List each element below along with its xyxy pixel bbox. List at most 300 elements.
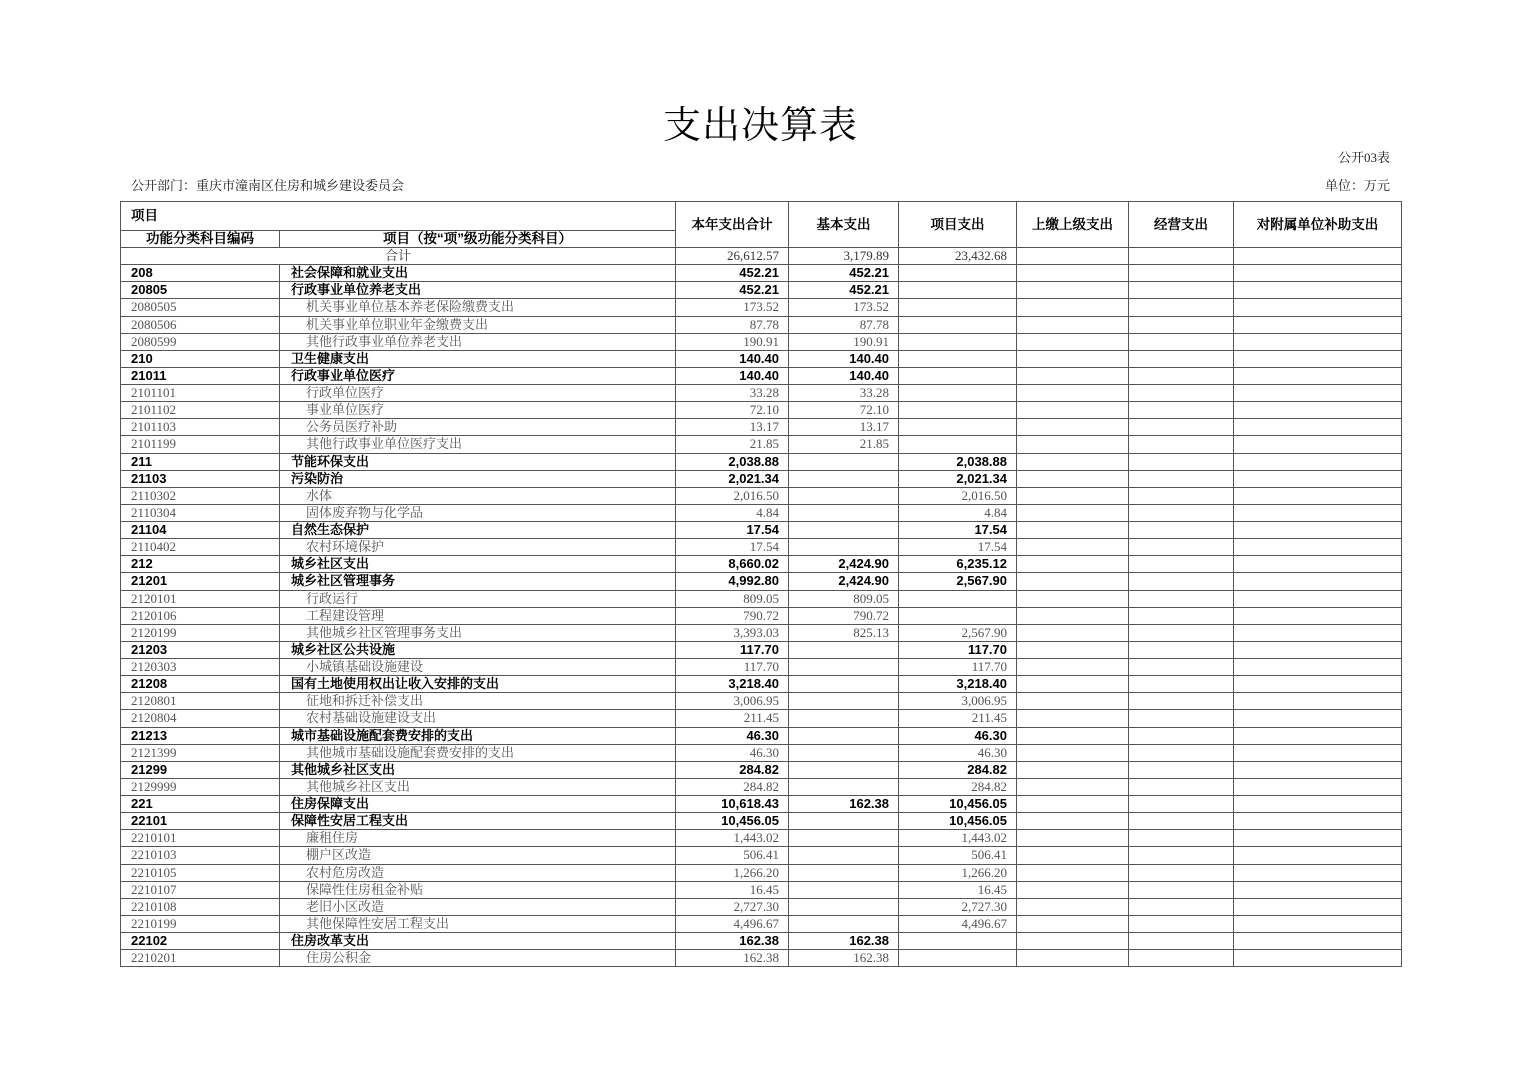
row-code: 2101103 bbox=[121, 419, 280, 436]
table-row bbox=[121, 693, 1402, 710]
row-value-remit-to-superior bbox=[1017, 933, 1129, 950]
row-value-subsidy-to-affiliates bbox=[1234, 796, 1402, 813]
table-row bbox=[121, 453, 1402, 470]
row-value-operating-expenditure bbox=[1129, 727, 1234, 744]
row-value-total-expenditure: 506.41 bbox=[676, 847, 789, 864]
row-value-operating-expenditure bbox=[1129, 419, 1234, 436]
row-name: 其他城乡社区管理事务支出 bbox=[280, 624, 676, 641]
row-name: 小城镇基础设施建设 bbox=[280, 659, 676, 676]
row-value-total-expenditure: 162.38 bbox=[676, 950, 789, 967]
row-code: 2120106 bbox=[121, 607, 280, 624]
row-value-project-expenditure bbox=[899, 419, 1017, 436]
row-value-remit-to-superior bbox=[1017, 539, 1129, 556]
row-name: 其他行政事业单位养老支出 bbox=[280, 333, 676, 350]
row-value-subsidy-to-affiliates bbox=[1234, 316, 1402, 333]
row-value-remit-to-superior bbox=[1017, 607, 1129, 624]
row-name: 棚户区改造 bbox=[280, 847, 676, 864]
row-value-operating-expenditure bbox=[1129, 778, 1234, 795]
row-code: 21104 bbox=[121, 522, 280, 539]
row-value-basic-expenditure bbox=[789, 813, 899, 830]
table-row bbox=[121, 624, 1402, 641]
row-value-project-expenditure: 17.54 bbox=[899, 522, 1017, 539]
row-value-remit-to-superior bbox=[1017, 367, 1129, 384]
row-value-total-expenditure: 284.82 bbox=[676, 778, 789, 795]
row-name: 行政事业单位养老支出 bbox=[280, 282, 676, 299]
row-value-operating-expenditure bbox=[1129, 590, 1234, 607]
row-code: 2120804 bbox=[121, 710, 280, 727]
row-code: 21213 bbox=[121, 727, 280, 744]
table-row bbox=[121, 830, 1402, 847]
row-value-total-expenditure: 46.30 bbox=[676, 727, 789, 744]
row-value-remit-to-superior bbox=[1017, 333, 1129, 350]
row-code: 2110402 bbox=[121, 539, 280, 556]
row-value-total-expenditure: 2,727.30 bbox=[676, 898, 789, 915]
row-name: 其他城乡社区支出 bbox=[280, 778, 676, 795]
row-value-remit-to-superior bbox=[1017, 898, 1129, 915]
row-value-basic-expenditure: 2,424.90 bbox=[789, 573, 899, 590]
table-row bbox=[121, 933, 1402, 950]
row-name: 住房保障支出 bbox=[280, 796, 676, 813]
row-value-operating-expenditure bbox=[1129, 282, 1234, 299]
row-value-operating-expenditure bbox=[1129, 796, 1234, 813]
row-value-total-expenditure: 17.54 bbox=[676, 522, 789, 539]
row-value-total-expenditure: 211.45 bbox=[676, 710, 789, 727]
row-value-operating-expenditure bbox=[1129, 504, 1234, 521]
table-row bbox=[121, 333, 1402, 350]
row-value-remit-to-superior bbox=[1017, 556, 1129, 573]
row-value-basic-expenditure bbox=[789, 504, 899, 521]
row-name: 行政单位医疗 bbox=[280, 385, 676, 402]
row-value-basic-expenditure bbox=[789, 539, 899, 556]
row-value-project-expenditure: 17.54 bbox=[899, 539, 1017, 556]
row-value-project-expenditure: 4.84 bbox=[899, 504, 1017, 521]
row-value-basic-expenditure: 452.21 bbox=[789, 282, 899, 299]
row-value-operating-expenditure bbox=[1129, 436, 1234, 453]
table-row bbox=[121, 556, 1402, 573]
row-code: 2210107 bbox=[121, 881, 280, 898]
row-value-subsidy-to-affiliates bbox=[1234, 333, 1402, 350]
row-value-basic-expenditure: 790.72 bbox=[789, 607, 899, 624]
row-value-basic-expenditure: 825.13 bbox=[789, 624, 899, 641]
row-value-subsidy-to-affiliates bbox=[1234, 282, 1402, 299]
row-value-operating-expenditure bbox=[1129, 385, 1234, 402]
row-value-total-expenditure: 190.91 bbox=[676, 333, 789, 350]
row-value-basic-expenditure bbox=[789, 693, 899, 710]
row-name: 节能环保支出 bbox=[280, 453, 676, 470]
row-value-remit-to-superior bbox=[1017, 659, 1129, 676]
row-value-remit-to-superior bbox=[1017, 641, 1129, 658]
table-row bbox=[121, 659, 1402, 676]
row-value-operating-expenditure bbox=[1129, 676, 1234, 693]
row-value-project-expenditure: 6,235.12 bbox=[899, 556, 1017, 573]
row-name: 行政运行 bbox=[280, 590, 676, 607]
header-project-expenditure: 项目支出 bbox=[899, 202, 1017, 248]
row-value-operating-expenditure bbox=[1129, 813, 1234, 830]
row-code: 221 bbox=[121, 796, 280, 813]
row-value-remit-to-superior bbox=[1017, 813, 1129, 830]
row-value-remit-to-superior bbox=[1017, 881, 1129, 898]
row-name: 污染防治 bbox=[280, 470, 676, 487]
row-name: 国有土地使用权出让收入安排的支出 bbox=[280, 676, 676, 693]
table-row bbox=[121, 727, 1402, 744]
row-value-subsidy-to-affiliates bbox=[1234, 350, 1402, 367]
row-value-subsidy-to-affiliates bbox=[1234, 539, 1402, 556]
table-row bbox=[121, 316, 1402, 333]
row-value-subsidy-to-affiliates bbox=[1234, 761, 1402, 778]
row-value-remit-to-superior bbox=[1017, 419, 1129, 436]
row-code: 21201 bbox=[121, 573, 280, 590]
row-value-basic-expenditure: 162.38 bbox=[789, 950, 899, 967]
row-value-subsidy-to-affiliates bbox=[1234, 744, 1402, 761]
row-value-project-expenditure bbox=[899, 385, 1017, 402]
row-value-basic-expenditure bbox=[789, 881, 899, 898]
row-value-total-expenditure: 3,393.03 bbox=[676, 624, 789, 641]
row-value-subsidy-to-affiliates bbox=[1234, 436, 1402, 453]
row-code: 2080599 bbox=[121, 333, 280, 350]
row-value-total-expenditure: 3,218.40 bbox=[676, 676, 789, 693]
row-value-remit-to-superior bbox=[1017, 573, 1129, 590]
row-name: 机关事业单位职业年金缴费支出 bbox=[280, 316, 676, 333]
row-value-project-expenditure: 3,006.95 bbox=[899, 693, 1017, 710]
row-value-remit-to-superior bbox=[1017, 693, 1129, 710]
row-name: 农村危房改造 bbox=[280, 864, 676, 881]
row-code: 22101 bbox=[121, 813, 280, 830]
row-code: 2101199 bbox=[121, 436, 280, 453]
row-value-total-expenditure: 117.70 bbox=[676, 641, 789, 658]
row-value-subsidy-to-affiliates bbox=[1234, 624, 1402, 641]
row-code: 212 bbox=[121, 556, 280, 573]
row-code: 210 bbox=[121, 350, 280, 367]
row-name: 其他保障性安居工程支出 bbox=[280, 915, 676, 932]
row-code: 2120303 bbox=[121, 659, 280, 676]
row-value-remit-to-superior bbox=[1017, 470, 1129, 487]
table-row bbox=[121, 522, 1402, 539]
row-value-basic-expenditure: 72.10 bbox=[789, 402, 899, 419]
row-name: 征地和拆迁补偿支出 bbox=[280, 693, 676, 710]
row-value-operating-expenditure bbox=[1129, 333, 1234, 350]
row-value-basic-expenditure: 173.52 bbox=[789, 299, 899, 316]
row-value-operating-expenditure bbox=[1129, 573, 1234, 590]
row-value-remit-to-superior bbox=[1017, 744, 1129, 761]
row-value-remit-to-superior bbox=[1017, 864, 1129, 881]
row-value-basic-expenditure bbox=[789, 659, 899, 676]
table-row bbox=[121, 898, 1402, 915]
header-name: 项目（按“项”级功能分类科目） bbox=[280, 231, 676, 248]
row-value-operating-expenditure bbox=[1129, 915, 1234, 932]
row-value-remit-to-superior bbox=[1017, 487, 1129, 504]
row-value-basic-expenditure bbox=[789, 778, 899, 795]
header-code: 功能分类科目编码 bbox=[121, 231, 280, 248]
row-value-basic-expenditure: 2,424.90 bbox=[789, 556, 899, 573]
row-value-project-expenditure: 16.45 bbox=[899, 881, 1017, 898]
row-name: 其他行政事业单位医疗支出 bbox=[280, 436, 676, 453]
row-code: 21203 bbox=[121, 641, 280, 658]
table-row bbox=[121, 778, 1402, 795]
row-code: 2210201 bbox=[121, 950, 280, 967]
row-value-remit-to-superior bbox=[1017, 710, 1129, 727]
row-value-project-expenditure bbox=[899, 282, 1017, 299]
table-row bbox=[121, 487, 1402, 504]
row-code: 2080505 bbox=[121, 299, 280, 316]
row-value-project-expenditure: 2,038.88 bbox=[899, 453, 1017, 470]
row-value-total-expenditure: 4,496.67 bbox=[676, 915, 789, 932]
row-code: 208 bbox=[121, 265, 280, 282]
row-value-total-expenditure: 809.05 bbox=[676, 590, 789, 607]
row-value-subsidy-to-affiliates bbox=[1234, 881, 1402, 898]
row-name: 自然生态保护 bbox=[280, 522, 676, 539]
table-row bbox=[121, 864, 1402, 881]
row-value-remit-to-superior bbox=[1017, 299, 1129, 316]
row-name: 农村环境保护 bbox=[280, 539, 676, 556]
row-value-basic-expenditure: 33.28 bbox=[789, 385, 899, 402]
row-value-operating-expenditure bbox=[1129, 744, 1234, 761]
row-code: 2080506 bbox=[121, 316, 280, 333]
table-row bbox=[121, 761, 1402, 778]
row-name: 公务员医疗补助 bbox=[280, 419, 676, 436]
row-value-subsidy-to-affiliates bbox=[1234, 864, 1402, 881]
row-value-subsidy-to-affiliates bbox=[1234, 693, 1402, 710]
row-code: 21103 bbox=[121, 470, 280, 487]
row-value-project-expenditure bbox=[899, 402, 1017, 419]
row-code: 2210105 bbox=[121, 864, 280, 881]
row-value-operating-expenditure bbox=[1129, 265, 1234, 282]
row-value-subsidy-to-affiliates bbox=[1234, 367, 1402, 384]
row-value-operating-expenditure bbox=[1129, 522, 1234, 539]
row-value-operating-expenditure bbox=[1129, 624, 1234, 641]
row-value-subsidy-to-affiliates bbox=[1234, 915, 1402, 932]
row-value-operating-expenditure bbox=[1129, 453, 1234, 470]
row-value-total-expenditure: 8,660.02 bbox=[676, 556, 789, 573]
total-value-operating-expenditure bbox=[1129, 248, 1234, 265]
row-name: 事业单位医疗 bbox=[280, 402, 676, 419]
row-value-basic-expenditure: 13.17 bbox=[789, 419, 899, 436]
row-value-remit-to-superior bbox=[1017, 847, 1129, 864]
row-value-basic-expenditure bbox=[789, 830, 899, 847]
row-value-project-expenditure: 2,567.90 bbox=[899, 624, 1017, 641]
row-value-subsidy-to-affiliates bbox=[1234, 847, 1402, 864]
row-value-remit-to-superior bbox=[1017, 265, 1129, 282]
row-value-operating-expenditure bbox=[1129, 470, 1234, 487]
table-row bbox=[121, 676, 1402, 693]
row-value-subsidy-to-affiliates bbox=[1234, 933, 1402, 950]
row-name: 廉租住房 bbox=[280, 830, 676, 847]
row-name: 城乡社区支出 bbox=[280, 556, 676, 573]
row-code: 211 bbox=[121, 453, 280, 470]
row-value-total-expenditure: 452.21 bbox=[676, 282, 789, 299]
row-value-project-expenditure bbox=[899, 316, 1017, 333]
row-value-total-expenditure: 4,992.80 bbox=[676, 573, 789, 590]
row-value-subsidy-to-affiliates bbox=[1234, 830, 1402, 847]
row-code: 2210103 bbox=[121, 847, 280, 864]
row-value-total-expenditure: 2,038.88 bbox=[676, 453, 789, 470]
total-value-project-expenditure: 23,432.68 bbox=[899, 248, 1017, 265]
row-value-operating-expenditure bbox=[1129, 402, 1234, 419]
row-name: 住房公积金 bbox=[280, 950, 676, 967]
row-value-operating-expenditure bbox=[1129, 487, 1234, 504]
row-value-remit-to-superior bbox=[1017, 522, 1129, 539]
row-code: 2129999 bbox=[121, 778, 280, 795]
row-name: 老旧小区改造 bbox=[280, 898, 676, 915]
table-row bbox=[121, 402, 1402, 419]
department-label: 公开部门：重庆市潼南区住房和城乡建设委员会 bbox=[131, 178, 405, 193]
row-value-subsidy-to-affiliates bbox=[1234, 659, 1402, 676]
table-row bbox=[121, 813, 1402, 830]
row-value-remit-to-superior bbox=[1017, 504, 1129, 521]
row-value-total-expenditure: 2,021.34 bbox=[676, 470, 789, 487]
table-row bbox=[121, 350, 1402, 367]
row-value-total-expenditure: 13.17 bbox=[676, 419, 789, 436]
row-value-total-expenditure: 3,006.95 bbox=[676, 693, 789, 710]
row-value-project-expenditure: 2,727.30 bbox=[899, 898, 1017, 915]
row-value-basic-expenditure bbox=[789, 641, 899, 658]
row-value-operating-expenditure bbox=[1129, 316, 1234, 333]
row-value-basic-expenditure bbox=[789, 470, 899, 487]
row-value-total-expenditure: 10,456.05 bbox=[676, 813, 789, 830]
row-value-operating-expenditure bbox=[1129, 881, 1234, 898]
row-value-project-expenditure: 10,456.05 bbox=[899, 796, 1017, 813]
row-value-project-expenditure: 117.70 bbox=[899, 641, 1017, 658]
row-value-subsidy-to-affiliates bbox=[1234, 299, 1402, 316]
row-value-remit-to-superior bbox=[1017, 282, 1129, 299]
row-value-project-expenditure: 2,016.50 bbox=[899, 487, 1017, 504]
unit-label: 单位：万元 bbox=[1324, 178, 1390, 193]
row-code: 21299 bbox=[121, 761, 280, 778]
table-row bbox=[121, 265, 1402, 282]
table-header bbox=[121, 202, 1402, 248]
table-row bbox=[121, 710, 1402, 727]
row-value-basic-expenditure: 140.40 bbox=[789, 367, 899, 384]
row-value-total-expenditure: 46.30 bbox=[676, 744, 789, 761]
row-value-project-expenditure: 2,567.90 bbox=[899, 573, 1017, 590]
row-value-basic-expenditure bbox=[789, 864, 899, 881]
row-name: 城市基础设施配套费安排的支出 bbox=[280, 727, 676, 744]
row-value-subsidy-to-affiliates bbox=[1234, 898, 1402, 915]
row-value-project-expenditure bbox=[899, 607, 1017, 624]
header-remit-to-superior: 上缴上级支出 bbox=[1017, 202, 1129, 248]
row-value-remit-to-superior bbox=[1017, 950, 1129, 967]
row-code: 2120101 bbox=[121, 590, 280, 607]
row-value-project-expenditure bbox=[899, 950, 1017, 967]
row-value-remit-to-superior bbox=[1017, 761, 1129, 778]
row-value-subsidy-to-affiliates bbox=[1234, 504, 1402, 521]
row-value-remit-to-superior bbox=[1017, 778, 1129, 795]
table-body bbox=[121, 248, 1402, 967]
row-value-basic-expenditure bbox=[789, 487, 899, 504]
row-value-subsidy-to-affiliates bbox=[1234, 385, 1402, 402]
row-value-total-expenditure: 173.52 bbox=[676, 299, 789, 316]
row-value-subsidy-to-affiliates bbox=[1234, 813, 1402, 830]
row-value-basic-expenditure bbox=[789, 522, 899, 539]
total-row bbox=[121, 248, 1402, 265]
row-code: 20805 bbox=[121, 282, 280, 299]
row-value-project-expenditure bbox=[899, 333, 1017, 350]
row-code: 2120801 bbox=[121, 693, 280, 710]
row-value-operating-expenditure bbox=[1129, 641, 1234, 658]
row-value-project-expenditure: 1,443.02 bbox=[899, 830, 1017, 847]
row-value-remit-to-superior bbox=[1017, 316, 1129, 333]
row-value-total-expenditure: 452.21 bbox=[676, 265, 789, 282]
row-value-total-expenditure: 790.72 bbox=[676, 607, 789, 624]
row-value-project-expenditure bbox=[899, 350, 1017, 367]
row-value-operating-expenditure bbox=[1129, 710, 1234, 727]
header-total-expenditure: 本年支出合计 bbox=[676, 202, 789, 248]
row-value-operating-expenditure bbox=[1129, 367, 1234, 384]
row-value-basic-expenditure: 190.91 bbox=[789, 333, 899, 350]
row-value-subsidy-to-affiliates bbox=[1234, 778, 1402, 795]
row-value-basic-expenditure bbox=[789, 915, 899, 932]
row-value-remit-to-superior bbox=[1017, 436, 1129, 453]
row-value-total-expenditure: 4.84 bbox=[676, 504, 789, 521]
row-name: 城乡社区管理事务 bbox=[280, 573, 676, 590]
form-number: 公开03表 bbox=[1337, 150, 1390, 165]
header-item: 项目 bbox=[121, 202, 676, 231]
table-row bbox=[121, 847, 1402, 864]
row-value-total-expenditure: 21.85 bbox=[676, 436, 789, 453]
row-value-subsidy-to-affiliates bbox=[1234, 676, 1402, 693]
row-value-total-expenditure: 17.54 bbox=[676, 539, 789, 556]
row-value-subsidy-to-affiliates bbox=[1234, 950, 1402, 967]
table-row bbox=[121, 436, 1402, 453]
row-value-project-expenditure: 284.82 bbox=[899, 778, 1017, 795]
row-value-total-expenditure: 117.70 bbox=[676, 659, 789, 676]
row-value-project-expenditure bbox=[899, 367, 1017, 384]
header-basic-expenditure: 基本支出 bbox=[789, 202, 899, 248]
row-value-total-expenditure: 72.10 bbox=[676, 402, 789, 419]
row-value-project-expenditure: 10,456.05 bbox=[899, 813, 1017, 830]
row-value-subsidy-to-affiliates bbox=[1234, 710, 1402, 727]
row-value-remit-to-superior bbox=[1017, 676, 1129, 693]
expenditure-table bbox=[120, 201, 1402, 967]
table-row bbox=[121, 915, 1402, 932]
total-label: 合计 bbox=[121, 248, 676, 265]
row-code: 2121399 bbox=[121, 744, 280, 761]
row-value-operating-expenditure bbox=[1129, 556, 1234, 573]
table-row bbox=[121, 282, 1402, 299]
row-value-project-expenditure: 46.30 bbox=[899, 727, 1017, 744]
row-code: 21208 bbox=[121, 676, 280, 693]
total-value-subsidy-to-affiliates bbox=[1234, 248, 1402, 265]
row-value-basic-expenditure: 162.38 bbox=[789, 933, 899, 950]
row-code: 21011 bbox=[121, 367, 280, 384]
table-row bbox=[121, 607, 1402, 624]
row-code: 22102 bbox=[121, 933, 280, 950]
row-value-operating-expenditure bbox=[1129, 539, 1234, 556]
row-value-basic-expenditure: 162.38 bbox=[789, 796, 899, 813]
row-value-project-expenditure: 3,218.40 bbox=[899, 676, 1017, 693]
row-code: 2210101 bbox=[121, 830, 280, 847]
row-value-basic-expenditure: 452.21 bbox=[789, 265, 899, 282]
row-value-operating-expenditure bbox=[1129, 950, 1234, 967]
row-code: 2110304 bbox=[121, 504, 280, 521]
row-value-project-expenditure: 211.45 bbox=[899, 710, 1017, 727]
row-value-total-expenditure: 87.78 bbox=[676, 316, 789, 333]
row-value-operating-expenditure bbox=[1129, 299, 1234, 316]
row-value-project-expenditure: 4,496.67 bbox=[899, 915, 1017, 932]
row-value-subsidy-to-affiliates bbox=[1234, 641, 1402, 658]
row-name: 工程建设管理 bbox=[280, 607, 676, 624]
row-value-remit-to-superior bbox=[1017, 590, 1129, 607]
row-value-remit-to-superior bbox=[1017, 453, 1129, 470]
table-row bbox=[121, 590, 1402, 607]
row-code: 2101101 bbox=[121, 385, 280, 402]
row-value-operating-expenditure bbox=[1129, 933, 1234, 950]
header-subsidy-to-affiliates: 对附属单位补助支出 bbox=[1234, 202, 1402, 248]
row-value-operating-expenditure bbox=[1129, 659, 1234, 676]
row-value-operating-expenditure bbox=[1129, 864, 1234, 881]
row-value-subsidy-to-affiliates bbox=[1234, 727, 1402, 744]
row-code: 2120199 bbox=[121, 624, 280, 641]
row-value-remit-to-superior bbox=[1017, 402, 1129, 419]
